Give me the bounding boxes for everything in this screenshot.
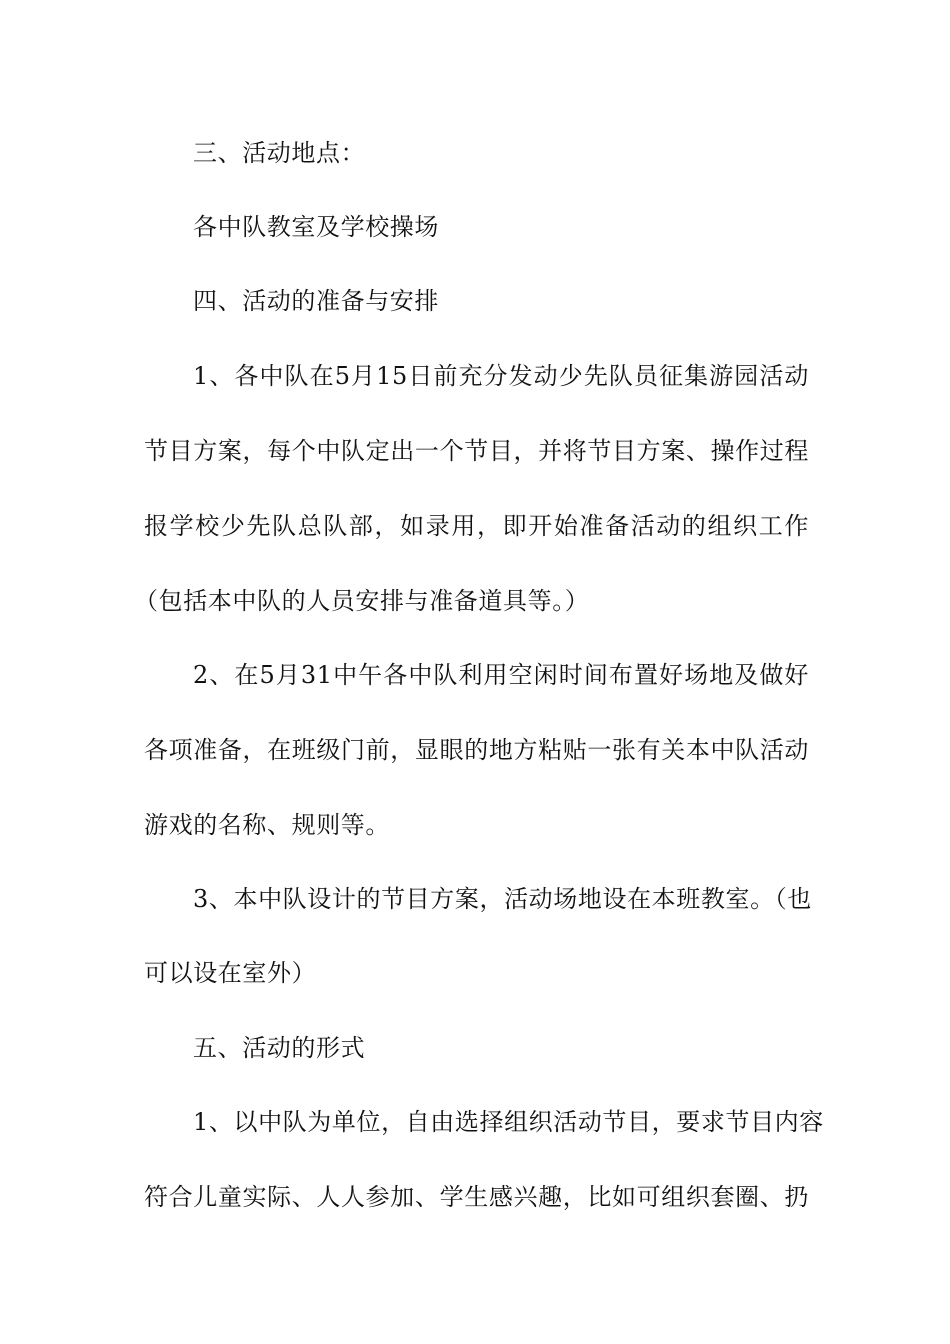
paragraph-line: 1、各中队在5月15日前充分发动少先队员征集游园活动 bbox=[193, 362, 809, 390]
paragraph-line: 3、本中队设计的节目方案，活动场地设在本班教室。（也 bbox=[193, 885, 812, 913]
section-heading-location: 三、活动地点： bbox=[193, 139, 366, 167]
paragraph-line: 符合儿童实际、人人参加、学生感兴趣，比如可组织套圈、扔 bbox=[144, 1183, 809, 1211]
paragraph-line: 可以设在室外） bbox=[144, 959, 317, 987]
paragraph-line: 报学校少先队总队部，如录用，即开始准备活动的组织工作 bbox=[144, 512, 809, 540]
paragraph-line: 2、在5月31中午各中队利用空闲时间布置好场地及做好 bbox=[193, 661, 809, 689]
section-heading-format: 五、活动的形式 bbox=[193, 1034, 366, 1062]
paragraph-line: 1、以中队为单位，自由选择组织活动节目，要求节目内容 bbox=[193, 1108, 824, 1136]
paragraph-line: 各项准备，在班级门前，显眼的地方粘贴一张有关本中队活动 bbox=[144, 736, 809, 764]
paragraph-line: 节目方案，每个中队定出一个节目，并将节目方案、操作过程 bbox=[144, 437, 809, 465]
paragraph-line: 各中队教室及学校操场 bbox=[193, 213, 439, 241]
paragraph-line: （包括本中队的人员安排与准备道具等。） bbox=[134, 587, 590, 615]
section-heading-preparation: 四、活动的准备与安排 bbox=[193, 287, 439, 315]
paragraph-line: 游戏的名称、规则等。 bbox=[144, 811, 390, 839]
